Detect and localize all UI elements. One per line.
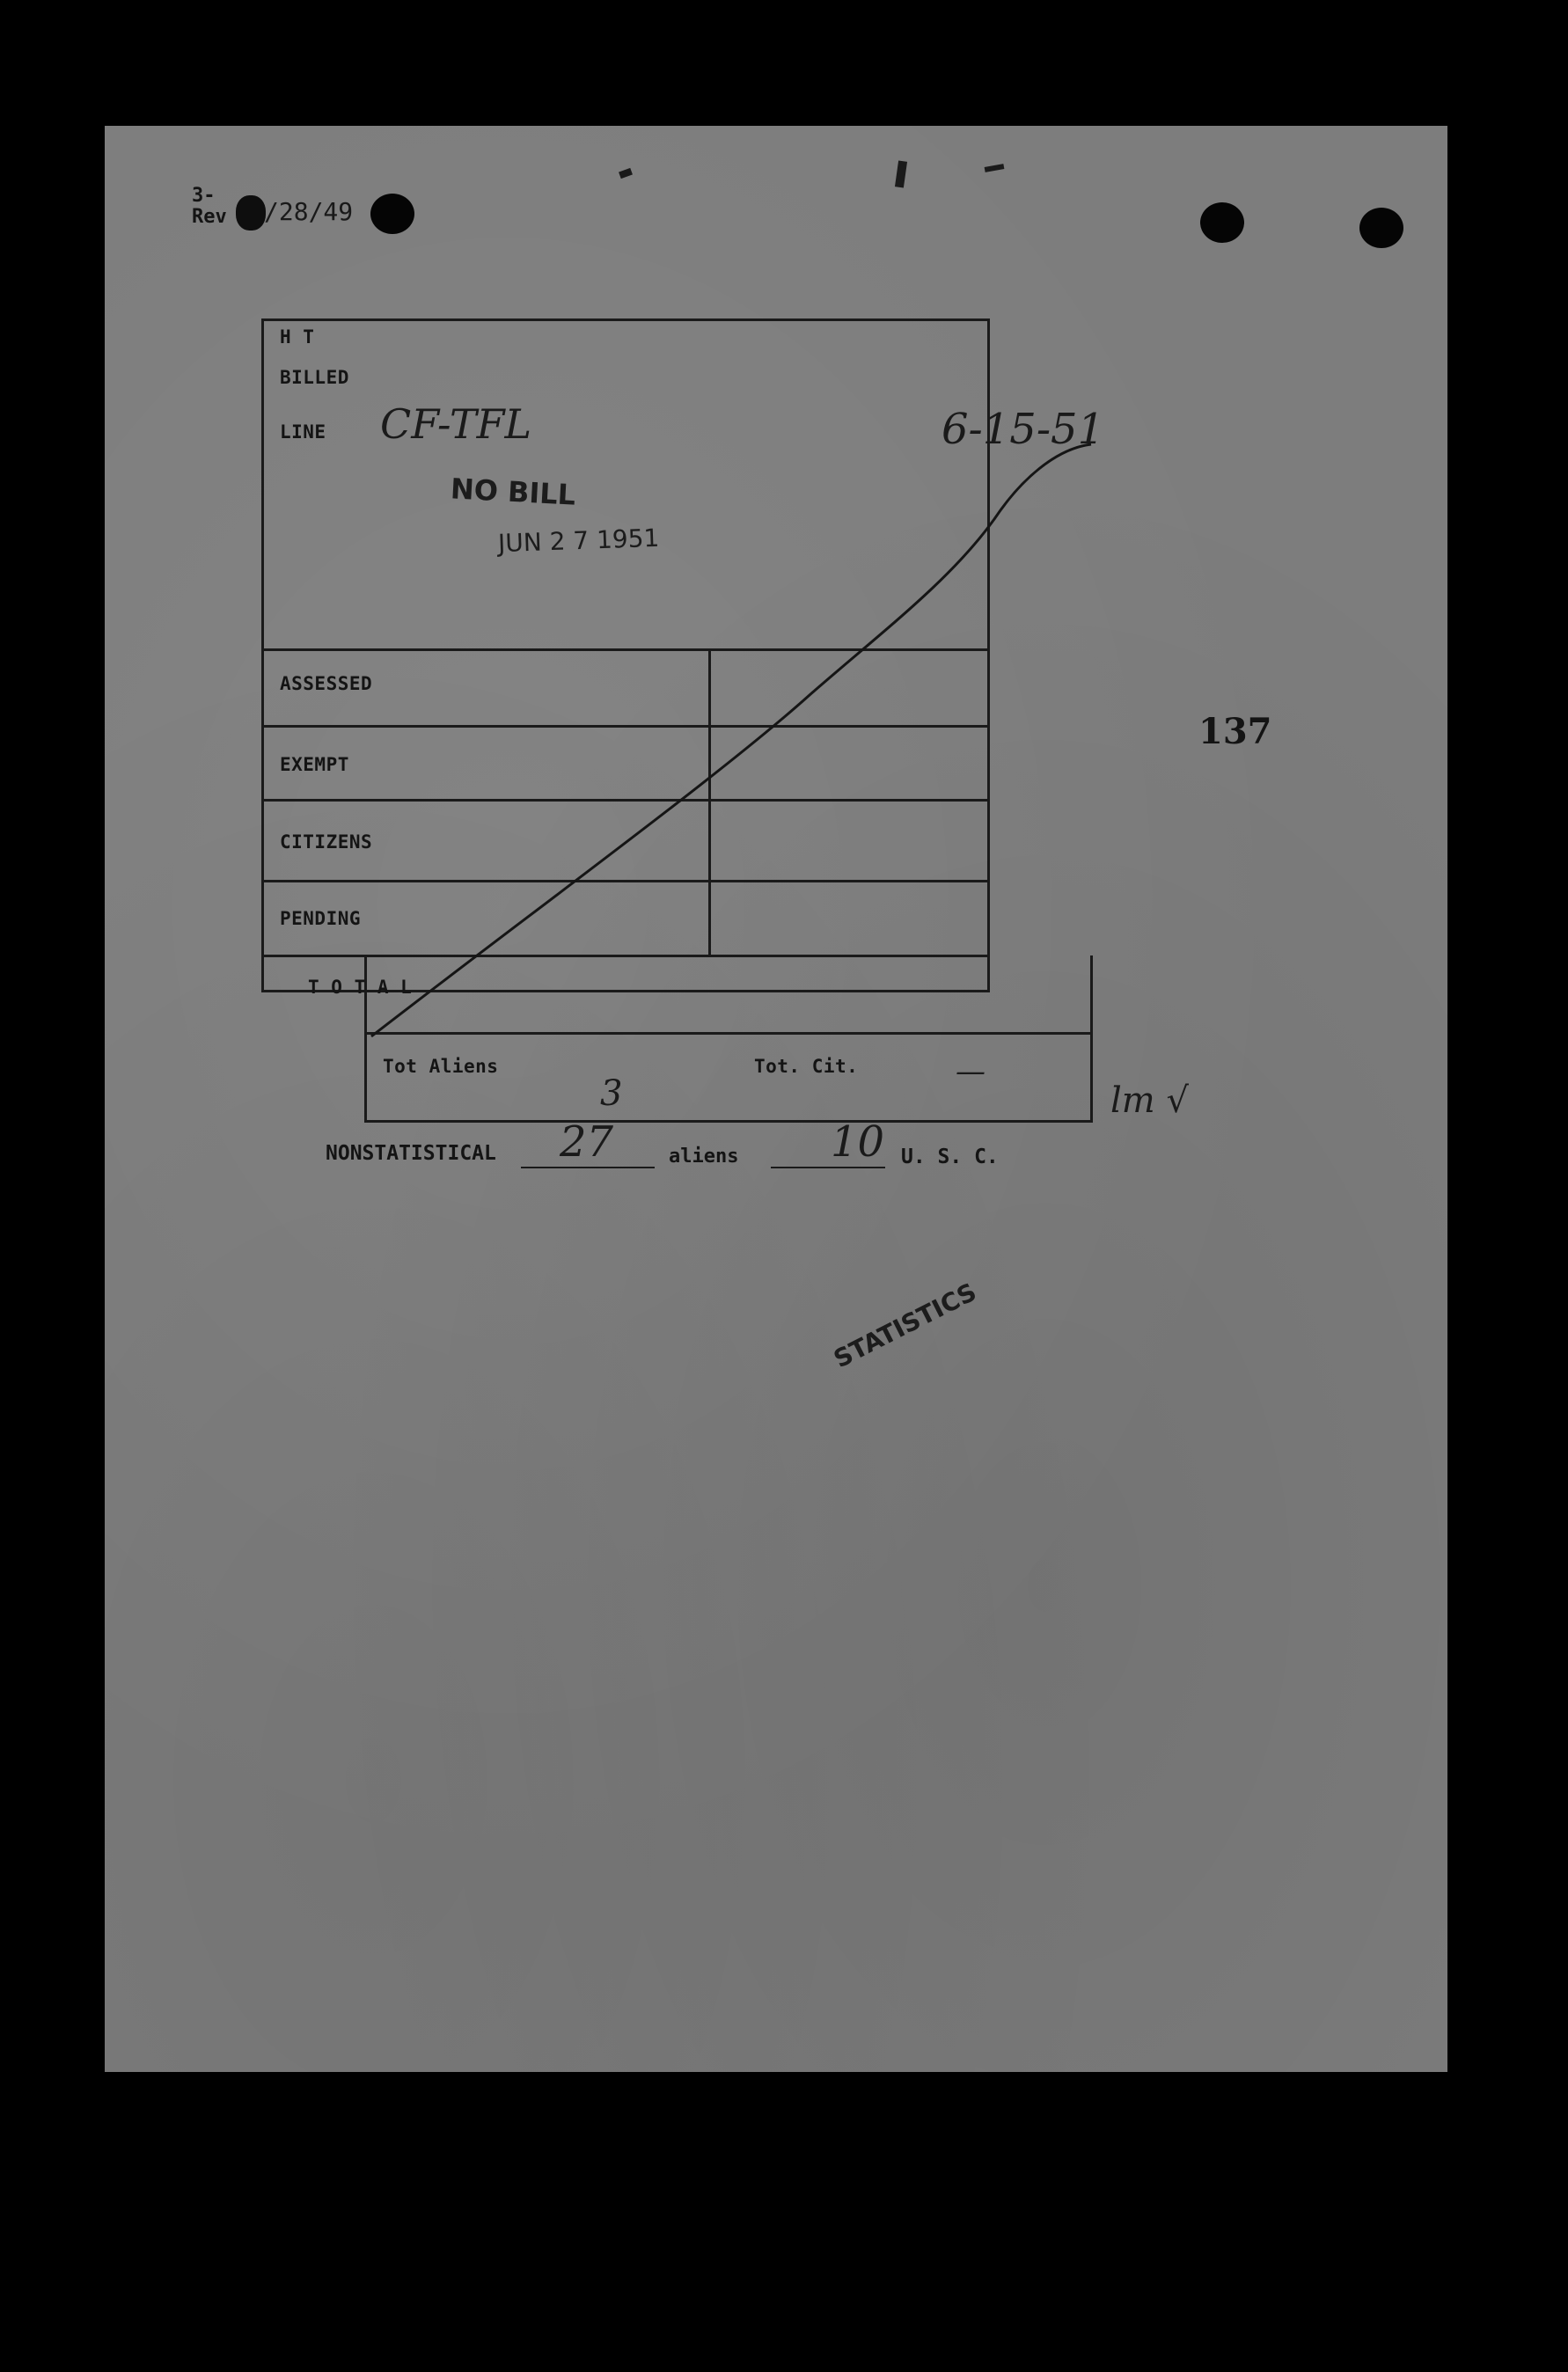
office-code-handwritten: CF-TFL [380,400,532,448]
form-revision-date: /28/49 [264,197,354,226]
nonstat-usc-value: 10 [831,1117,885,1167]
page-number: 137 [1198,711,1272,752]
tot-aliens-value: 3 [600,1073,623,1114]
ht-label: H T [280,326,315,348]
nonstat-aliens-value: 27 [560,1117,614,1167]
form-revision-label: Rev [192,206,227,228]
pending-label: PENDING [280,908,362,929]
form-number: 3- [192,185,216,207]
date-stamp: JUN 2 7 1951 [497,523,660,559]
exempt-label: EXEMPT [280,754,349,775]
tot-cit-label: Tot. Cit. [754,1056,859,1077]
total-label: T O T A L [308,977,413,998]
no-bill-stamp: NO BILL [450,472,577,512]
line-label: LINE [280,421,326,443]
nonstat-aliens-label: aliens [669,1146,739,1168]
citizens-label: CITIZENS [280,831,373,853]
initials-handwritten: lm √ [1110,1080,1189,1121]
nonstatistical-label: NONSTATISTICAL [326,1142,496,1165]
tot-cit-value: — [956,1054,985,1089]
tot-aliens-label: Tot Aliens [383,1056,499,1077]
assessed-label: ASSESSED [280,673,373,694]
billed-label: BILLED [280,367,349,388]
nonstat-usc-label: U. S. C. [901,1146,999,1168]
statistics-stamp: STATISTICS [829,1277,981,1374]
nonstat-aliens-underline [521,1167,655,1168]
date-handwritten: 6-15-51 [942,405,1105,454]
nonstat-usc-underline [771,1167,885,1168]
